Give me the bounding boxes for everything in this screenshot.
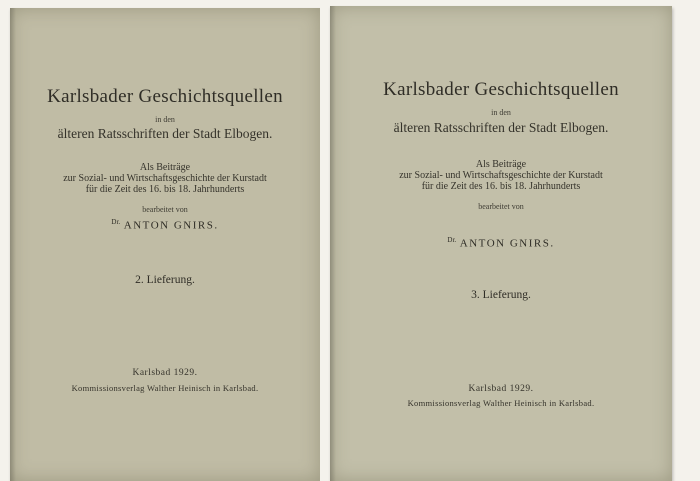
author-title: Dr. [111, 218, 121, 226]
cover-als-beitraege: Als Beiträge [475, 159, 527, 170]
cover-publisher: Kommissionsverlag Walther Heinisch in Karlsbad. [407, 398, 595, 408]
cover-publisher: Kommissionsverlag Walther Heinisch in Karlsbad. [71, 383, 259, 393]
author-title: Dr. [447, 236, 457, 244]
author-name: ANTON GNIRS. [459, 237, 555, 250]
cover-als-beitraege: Als Beiträge [139, 162, 191, 173]
cover-description-line: zur Sozial- und Wirtschaftsgeschichte der Kurstadt [399, 170, 603, 181]
cover-bearbeitet-von: bearbeitet von [478, 202, 524, 211]
cover-title: Karlsbader Geschichtsquellen [383, 79, 619, 100]
cover-place-year: Karlsbad 1929. [132, 368, 198, 378]
cover-edge-shadow [10, 8, 16, 481]
cover-period-line: für die Zeit des 16. bis 18. Jahrhunderts [85, 184, 245, 195]
cover-lieferung: 3. Lieferung. [471, 289, 531, 301]
cover-title: Karlsbader Geschichtsquellen [47, 86, 283, 107]
cover-place-year: Karlsbad 1929. [468, 384, 534, 394]
cover-lieferung: 2. Lieferung. [135, 274, 195, 286]
book-cover-left [10, 8, 320, 481]
cover-description-line: zur Sozial- und Wirtschaftsgeschichte der Kurstadt [63, 173, 267, 184]
cover-subtitle: älteren Ratsschriften der Stadt Elbogen. [393, 120, 609, 135]
book-cover-right [330, 6, 672, 481]
author-name: ANTON GNIRS. [123, 219, 219, 232]
cover-in-den: in den [155, 115, 175, 124]
cover-in-den: in den [491, 108, 511, 117]
cover-author [10, 218, 320, 232]
gap-between-books [320, 0, 330, 481]
cover-bearbeitet-von: bearbeitet von [142, 205, 188, 214]
cover-subtitle: älteren Ratsschriften der Stadt Elbogen. [57, 126, 273, 141]
cover-period-line: für die Zeit des 16. bis 18. Jahrhunderts [421, 181, 581, 192]
cover-author [330, 236, 672, 250]
